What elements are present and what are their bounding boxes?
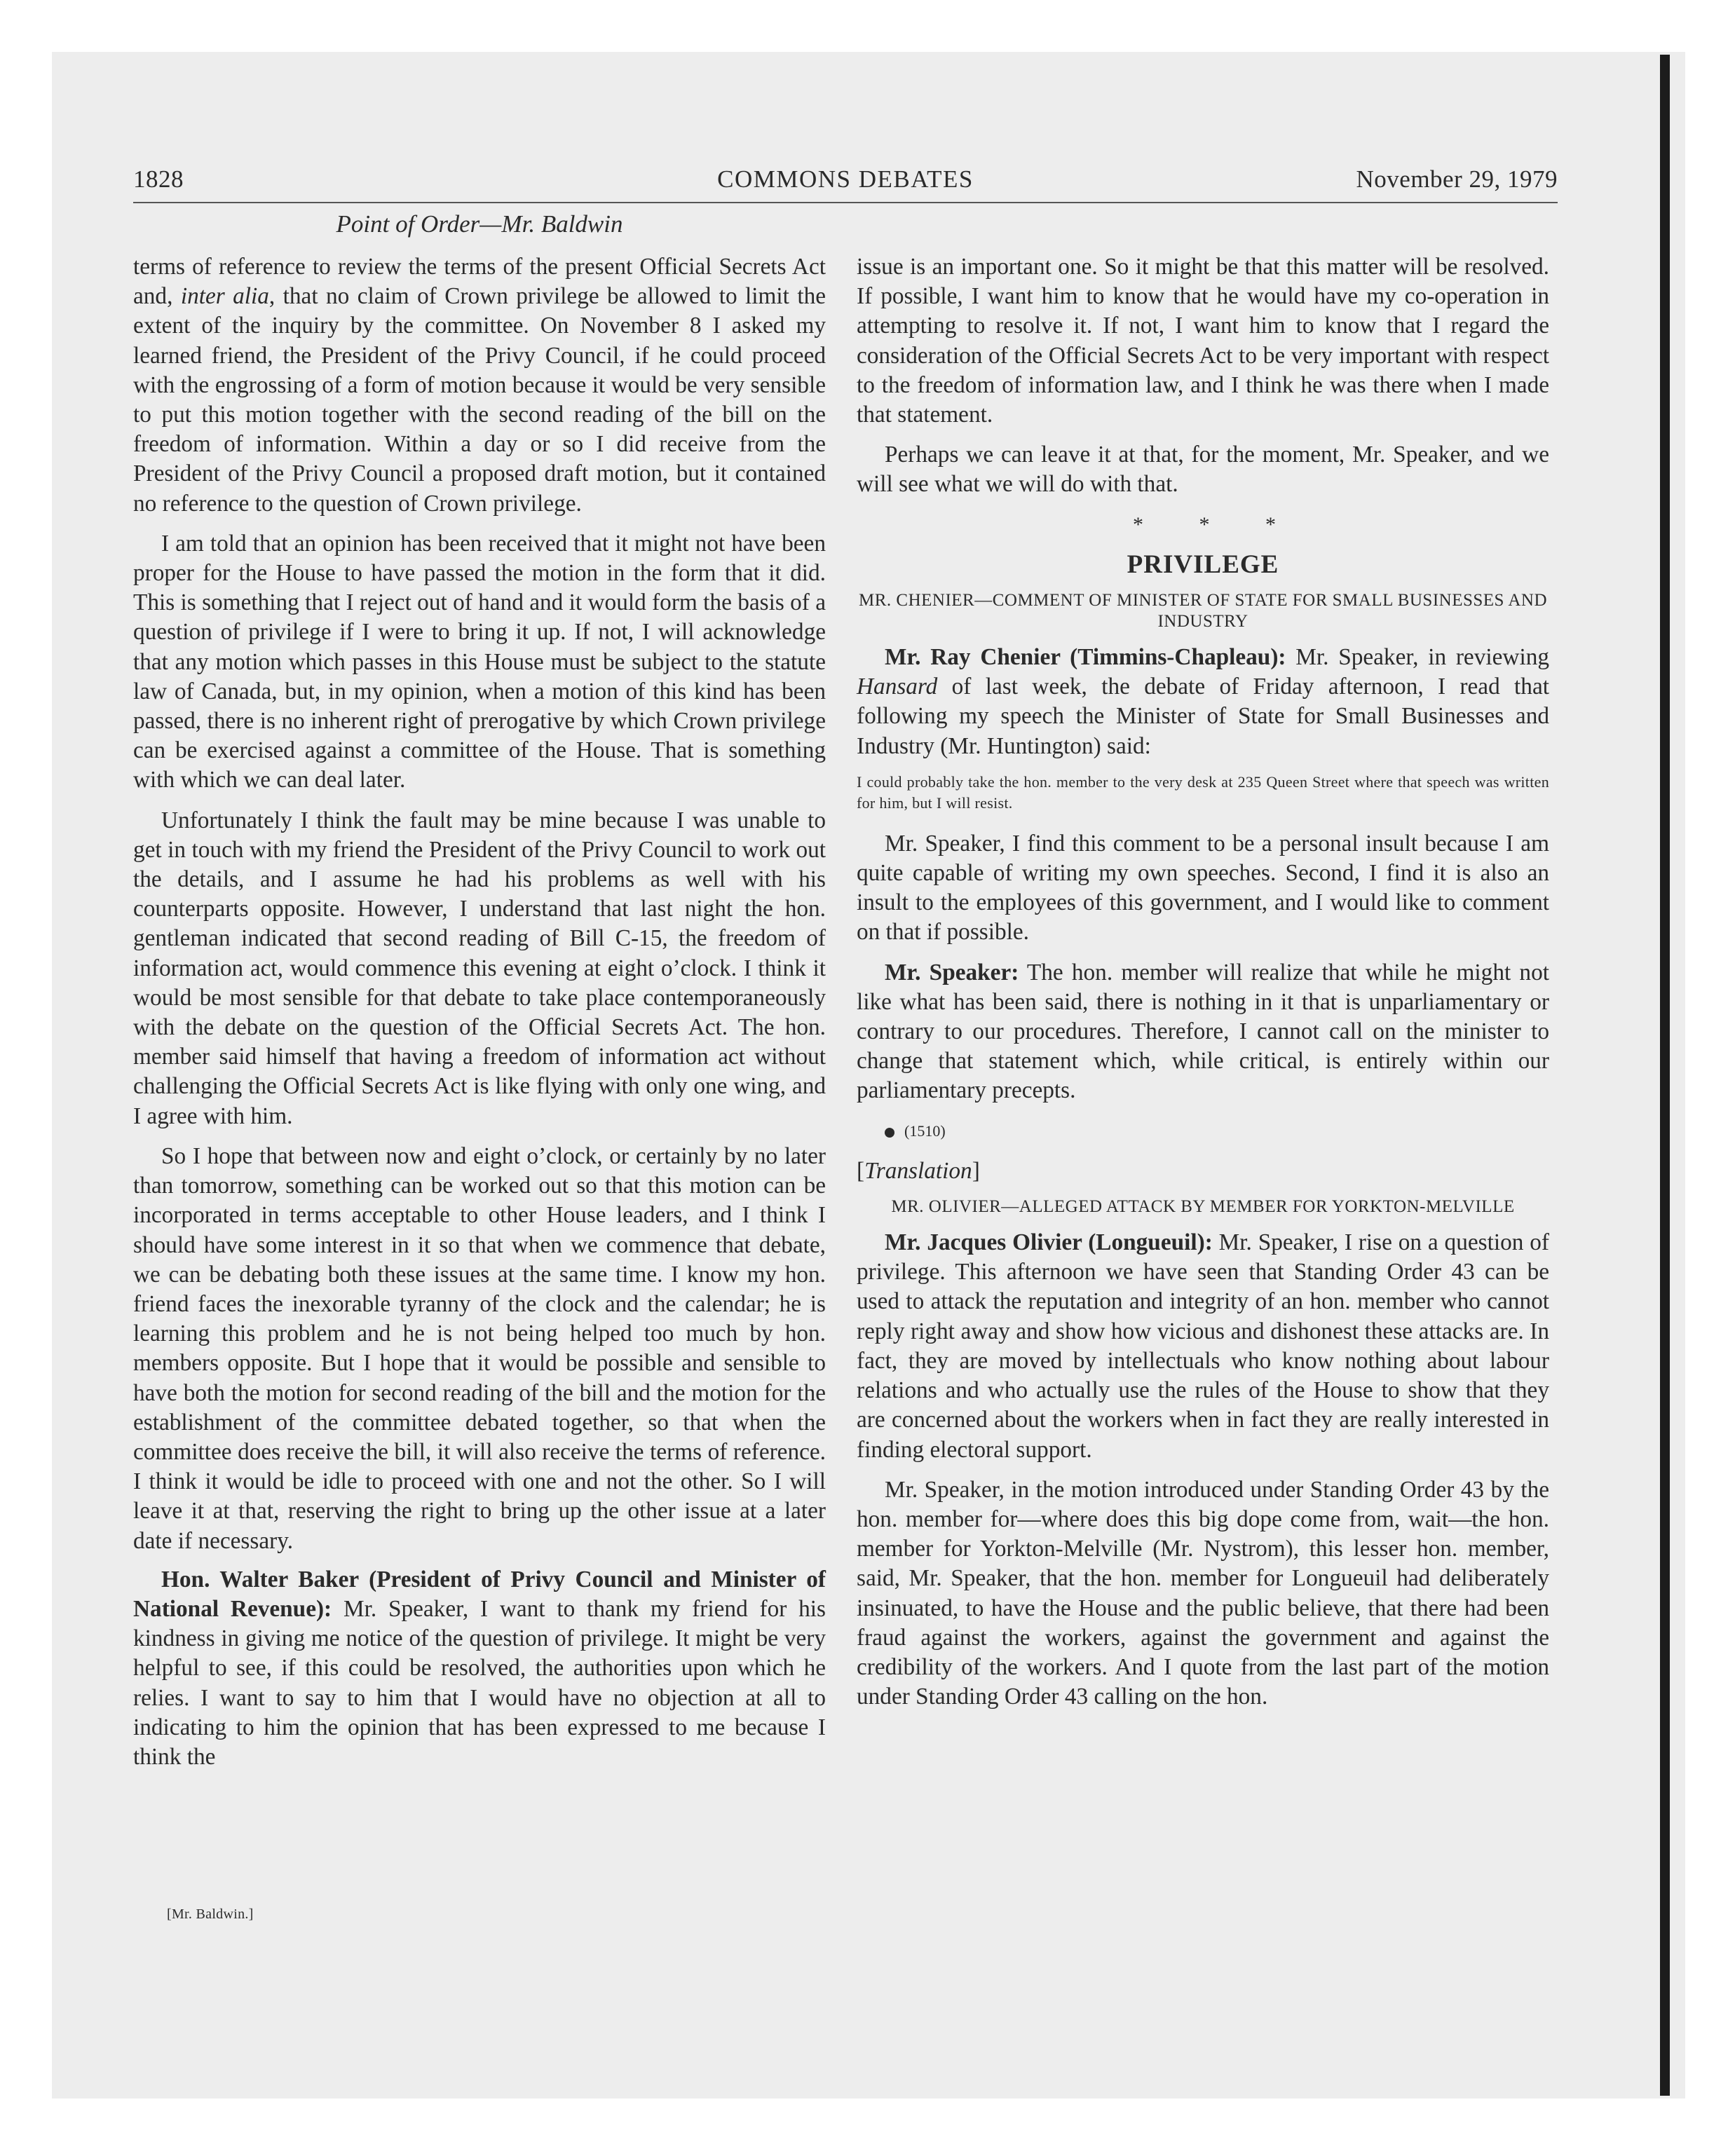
bracket: ] bbox=[972, 1157, 980, 1184]
timestamp bbox=[857, 1117, 1549, 1146]
italic-text: inter alia bbox=[180, 283, 269, 310]
paragraph bbox=[133, 252, 826, 519]
speech-text: Mr. Speaker, I rise on a question of privilege. This afternoon we have seen that Standing Order 43 can be used to attack the reputation and integrity of an hon. member who cannot reply right away and show how vicious and dishonest these attacks are. In fact, they are moved by intellectuals who know nothing about labour relations and who actually use the rules of the House to show that they are concerned about the workers when in fact they are really interested in finding electoral support. bbox=[857, 1229, 1549, 1463]
speech-text: The hon. member will realize that while he might not like what has been said, there is nothing in it that is unparliamentary or contrary to our procedures. Therefore, I cannot call on the minister to change that statement which, while critical, is entirely within our parliamentary precepts. bbox=[857, 959, 1549, 1104]
italic-text: Hansard bbox=[857, 674, 938, 700]
paragraph: issue is an important one. So it might be that this matter will be resolved. If possible, I want him to know that he would have my co-operation in attempting to resolve it. If not, I want him to know that I regard the consideration of the Official Secrets Act to be very important with respect to the freedom of information law, and I think he was there when I made that statement. bbox=[857, 254, 1549, 428]
paragraph: So I hope that between now and eight o’clock, or certainly by no later than tomorrow, something can be worked out so that this motion can be incorporated in terms acceptable to other House leaders, and I think I should have some interest in it so that when we commence that debate, we can be debating both these issues at the same time. I know my hon. friend faces the inexorable tyranny of the clock and the calendar; he is learning this problem and he is not being helped too much by hon. members opposite. But I hope that it would be possible and sensible to have both the motion for second reading of the bill and the motion for the establishment of the committee debated together, so that when the committee does receive the bill, it will also receive the terms of reference. I think it would be idle to proceed with one and not the other. So I will leave it at that, reserving the right to bring up the other issue at a later date if necessary. bbox=[133, 1142, 826, 1554]
section-break-stars: * * * bbox=[1133, 512, 1301, 536]
page-header bbox=[133, 165, 1558, 202]
attribution: [Mr. Baldwin.] bbox=[167, 1906, 254, 1922]
speech-speaker bbox=[857, 958, 1549, 1106]
bracket: [ bbox=[857, 1157, 865, 1184]
speaker-name: Mr. Speaker: bbox=[885, 959, 1019, 985]
paragraph: Perhaps we can leave it at that, for the moment, Mr. Speaker, and we will see what we will do with that. bbox=[857, 442, 1549, 498]
right-column bbox=[857, 252, 1549, 1722]
paragraph: Mr. Speaker, I find this comment to be a personal insult because I am quite capable of writing my own speeches. Second, I find it is also an insult to the employees of this government, and I would like to comment on that if possible. bbox=[857, 830, 1549, 946]
speaker-name: Mr. Ray Chenier (Timmins-Chapleau): bbox=[885, 644, 1286, 671]
paragraph: Unfortunately I think the fault may be mine because I was unable to get in touch with my friend the President of the Privy Council to work out the details, and I assume he had his problems as well with his counterparts opposite. However, I understand that last night the hon. gentleman indicated that second reading of Bill C-15, the freedom of information act, would commence this evening at eight o’clock. I think it would be most sensible for that debate to take place contemporaneously with the debate on the question of the Official Secrets Act. The hon. member said himself that having a freedom of information act without challenging the Official Secrets Act is like flying with only one wing, and I agree with him. bbox=[133, 807, 826, 1129]
header-rule bbox=[133, 202, 1558, 203]
paragraph: I am told that an opinion has been received that it might not have been proper for the House to have passed the motion in the form that it did. This is something that I reject out of hand and it would form the basis of a question of privilege if I were to bring it up. If not, I will acknowledge that any motion which passes in this House must be subject to the statute law of Canada, but, in my opinion, when a motion of this kind has been passed, there is no inherent right of prerogative by which Crown privilege can be exercised against a committee of the House. That is something with which we can deal later. bbox=[133, 530, 826, 793]
block-quote: I could probably take the hon. member to the very desk at 235 Queen Street where that speech was written for him, but I will resist. bbox=[857, 772, 1549, 812]
speaker-name: Mr. Jacques Olivier (Longueuil): bbox=[885, 1229, 1213, 1256]
subheading: MR. CHENIER—COMMENT OF MINISTER OF STATE FOR SMALL BUSINESSES AND INDUSTRY bbox=[858, 591, 1547, 632]
publication-date: November 29, 1979 bbox=[1356, 165, 1558, 193]
section-title: PRIVILEGE bbox=[1127, 550, 1279, 579]
scan-edge-bar bbox=[1660, 55, 1670, 2096]
speaker-name: Hon. Walter Baker (President of Privy Council and Minister of National Revenue): bbox=[133, 1566, 826, 1622]
bullet-icon bbox=[885, 1128, 894, 1138]
speech-text: of last week, the debate of Friday afternoon, I read that following my speech the Minister of State for Small Businesses and Industry (Mr. Huntington) said: bbox=[857, 674, 1549, 759]
page-number: 1828 bbox=[133, 165, 184, 193]
paragraph: Mr. Speaker, in the motion introduced under Standing Order 43 by the hon. member for—where does this big dope come from, wait—the hon. member for Yorkton-Melville (Mr. Nystrom), this lesser hon. member, said, Mr. Speaker, that the hon. member for Longueuil had deliberately insinuated, to have the House and the public believe, that there had been fraud against the workers, against the government and against the credibility of the workers. And I quote from the last part of the motion under Standing Order 43 calling on the hon. bbox=[857, 1476, 1549, 1710]
timestamp-text: (1510) bbox=[904, 1121, 946, 1140]
speech-chenier bbox=[857, 643, 1549, 761]
translation-marker bbox=[857, 1157, 1549, 1186]
publication-title: COMMONS DEBATES bbox=[717, 165, 974, 193]
speech-baker bbox=[133, 1565, 826, 1772]
translation-label: Translation bbox=[864, 1157, 972, 1184]
left-column bbox=[133, 252, 826, 1782]
speech-olivier bbox=[857, 1228, 1549, 1465]
speech-text: Mr. Speaker, I want to thank my friend for his kindness in giving me notice of the question of privilege. It might be very helpful to see, if this could be resolved, the authorities upon which he relies. I want to say to him that I would have no objection at all to indicating to him the opinion that has been expressed to me because I think the bbox=[133, 1595, 826, 1770]
speech-text: Mr. Speaker, in reviewing bbox=[1286, 644, 1549, 671]
text-run: terms of reference to review the terms of the present Official Secrets Act and, bbox=[133, 254, 826, 310]
text-run: , that no claim of Crown privilege be allowed to limit the extent of the inquiry by the committee. On November 8 I asked my learned friend, the President of the Privy Council, if he could proceed with the engrossing of a form of motion because it would be very sensible to put this motion together with the second reading of the bill on the freedom of information. Within a day or so I did receive from the President of the Privy Council a proposed draft motion, but it contained no reference to the question of Crown privilege. bbox=[133, 283, 826, 517]
subheading: MR. OLIVIER—ALLEGED ATTACK BY MEMBER FOR YORKTON-MELVILLE bbox=[891, 1197, 1515, 1217]
running-head: Point of Order—Mr. Baldwin bbox=[336, 210, 623, 238]
